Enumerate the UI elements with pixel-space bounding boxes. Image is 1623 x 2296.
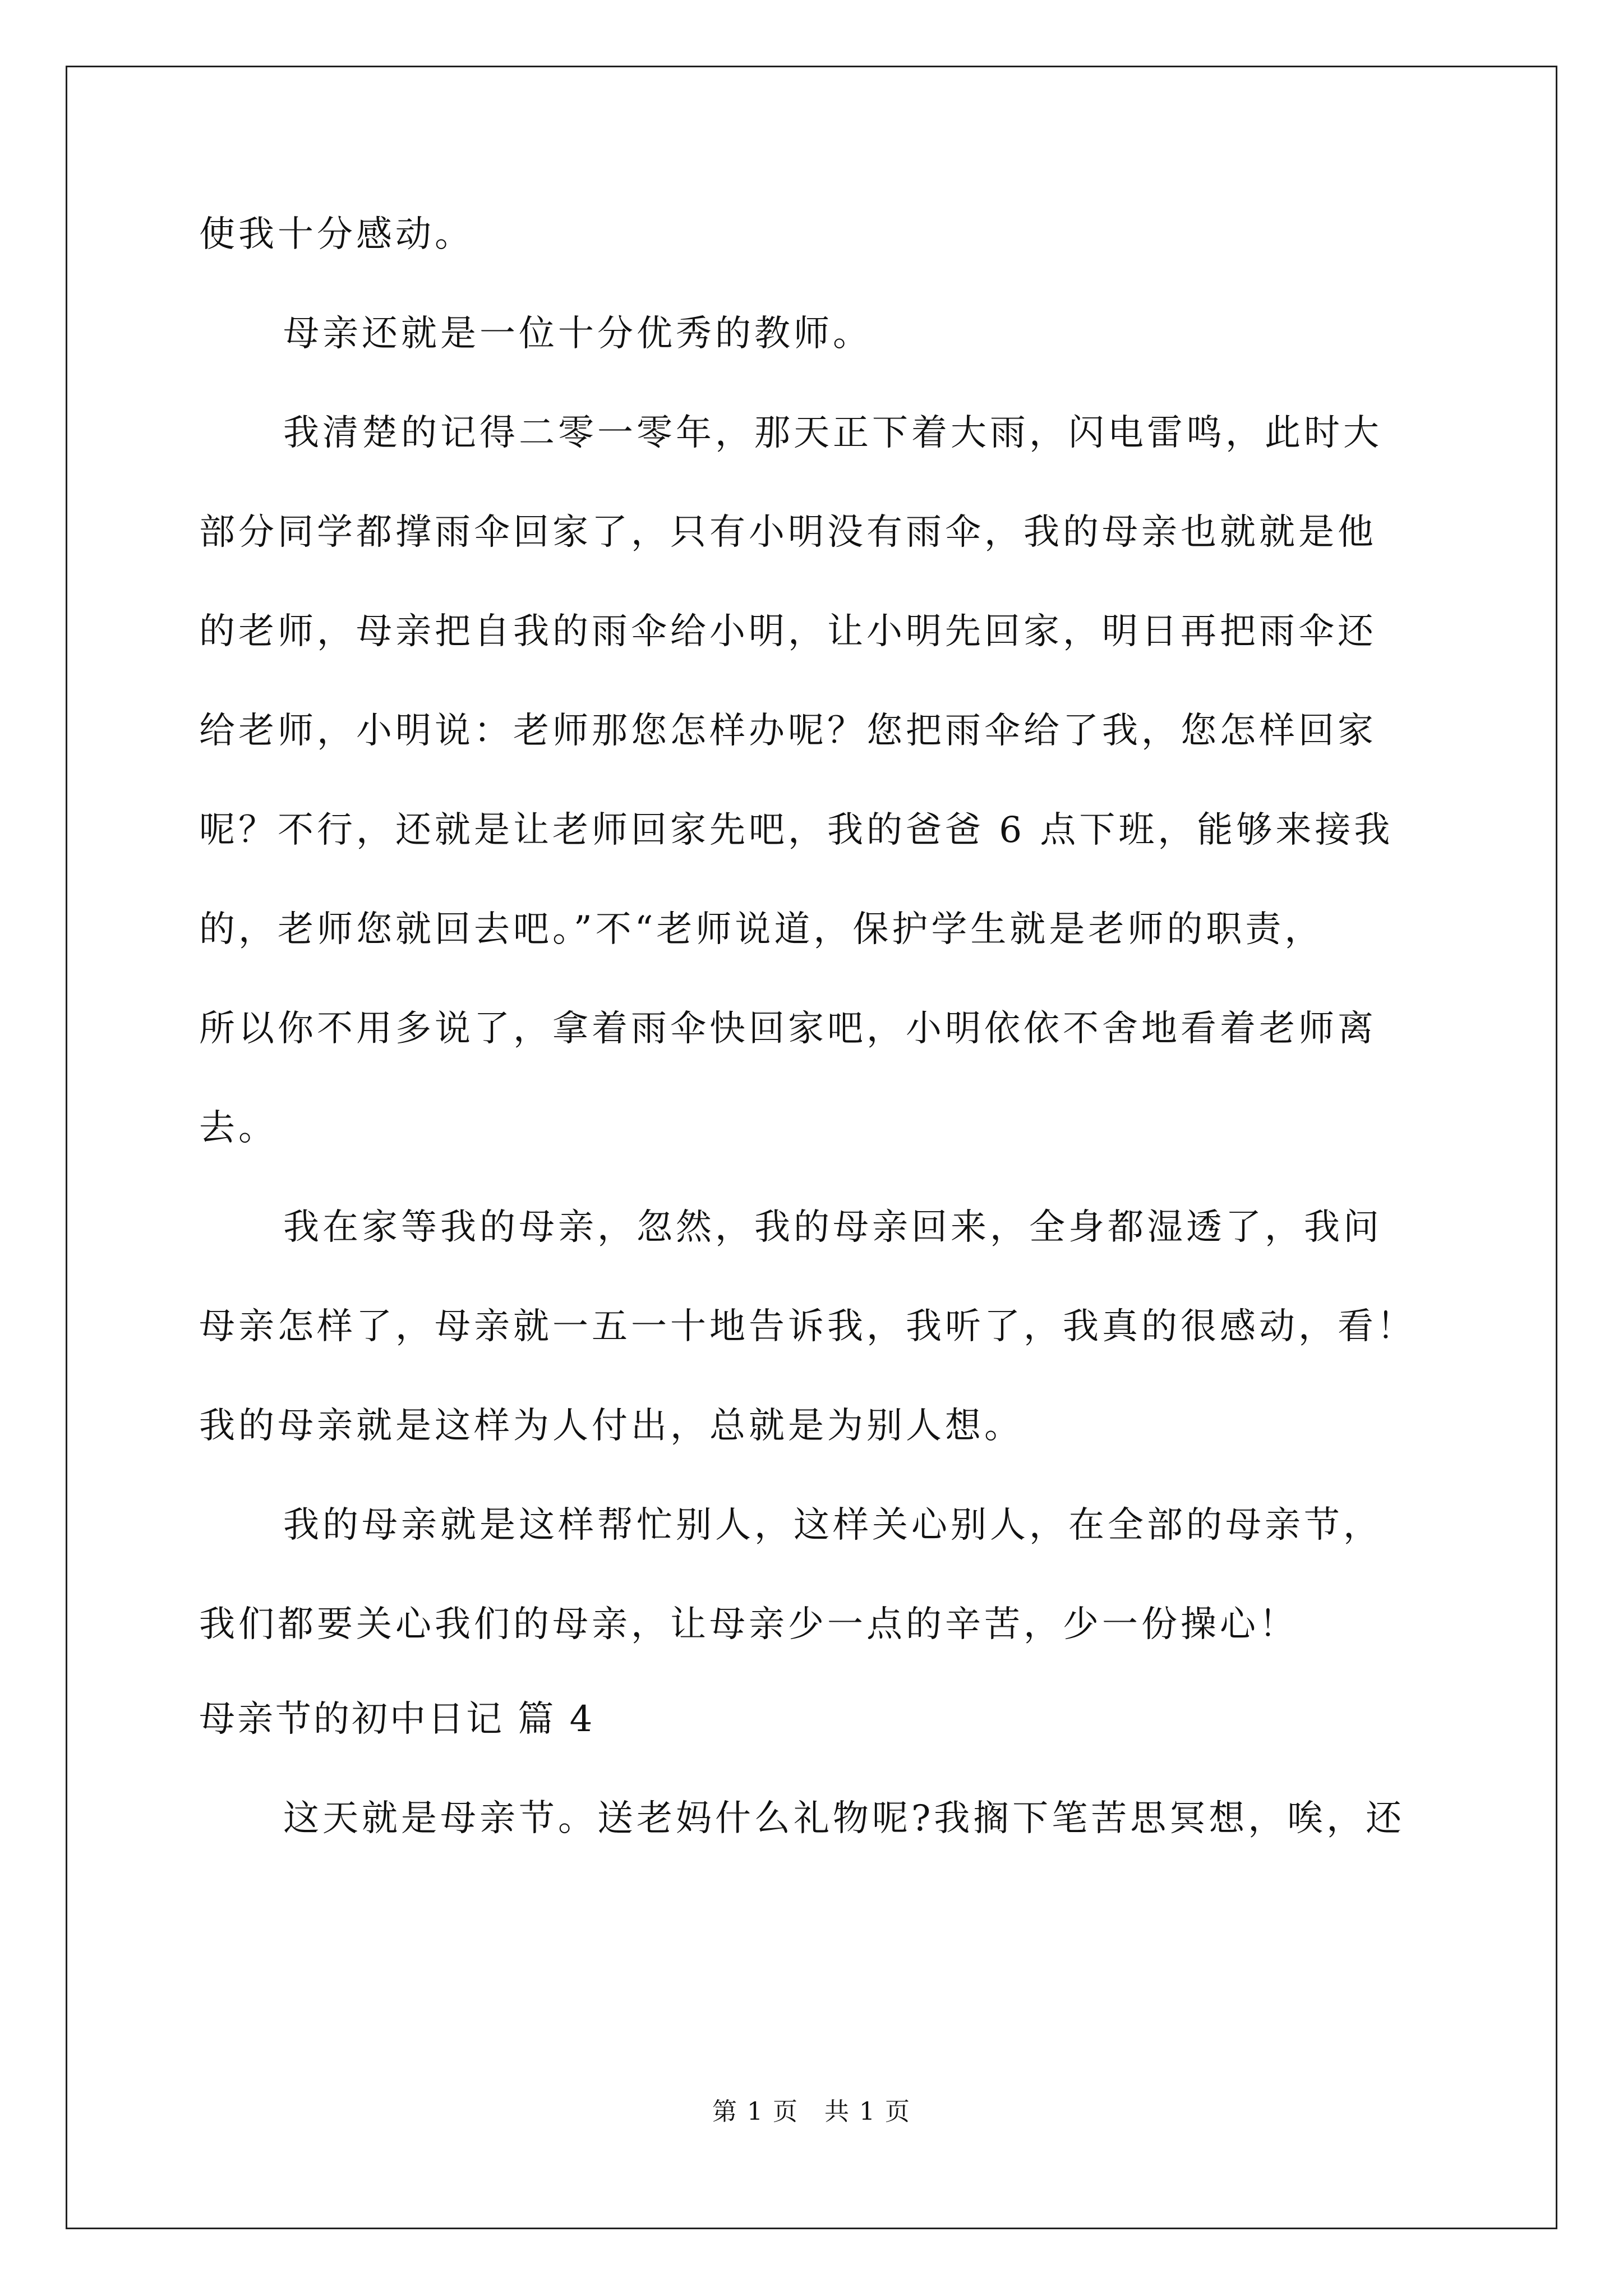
text-line: 所以你不用多说了，拿着雨伞快回家吧，小明依依不舍地看着老师离 — [199, 1008, 1377, 1050]
text-line: 我们都要关心我们的母亲，让母亲少一点的辛苦，少一份操心！ — [199, 1604, 1298, 1645]
text-line: 我在家等我的母亲，忽然，我的母亲回来，全身都湿透了，我问 — [283, 1207, 1382, 1248]
text-line: 我的母亲就是这样为人付出，总就是为别人想。 — [199, 1405, 1023, 1447]
text-line: 我的母亲就是这样帮忙别人，这样关心别人，在全部的母亲节， — [283, 1504, 1382, 1546]
text-line: 给老师，小明说：老师那您怎样办呢？您把雨伞给了我，您怎样回家 — [199, 710, 1377, 752]
text-line: 使我十分感动。 — [199, 214, 474, 255]
text-line: 我清楚的记得二零一零年，那天正下着大雨，闪电雷鸣，此时大 — [283, 412, 1382, 454]
text-line: 呢？不行，还就是让老师回家先吧，我的爸爸 6 点下班，能够来接我 — [199, 809, 1394, 851]
text-line: 去。 — [199, 1107, 278, 1149]
text-line: 母亲怎样了，母亲就一五一十地告诉我，我听了，我真的很感动，看！ — [199, 1306, 1416, 1347]
page-border — [66, 66, 1557, 2229]
text-line: 的，老师您就回去吧。”不“老师说道，保护学生就是老师的职责， — [199, 909, 1324, 950]
text-line: 的老师，母亲把自我的雨伞给小明，让小明先回家，明日再把雨伞还 — [199, 611, 1377, 652]
section-heading: 母亲节的初中日记 篇 4 — [199, 1699, 595, 1740]
text-line: 这天就是母亲节。送老妈什么礼物呢?我搁下笔苦思冥想，唉，还 — [283, 1798, 1405, 1839]
text-line: 母亲还就是一位十分优秀的教师。 — [283, 313, 872, 355]
page-number-footer: 第 1 页 共 1 页 — [712, 2097, 911, 2126]
text-line: 部分同学都撑雨伞回家了，只有小明没有雨伞，我的母亲也就就是他 — [199, 512, 1377, 553]
